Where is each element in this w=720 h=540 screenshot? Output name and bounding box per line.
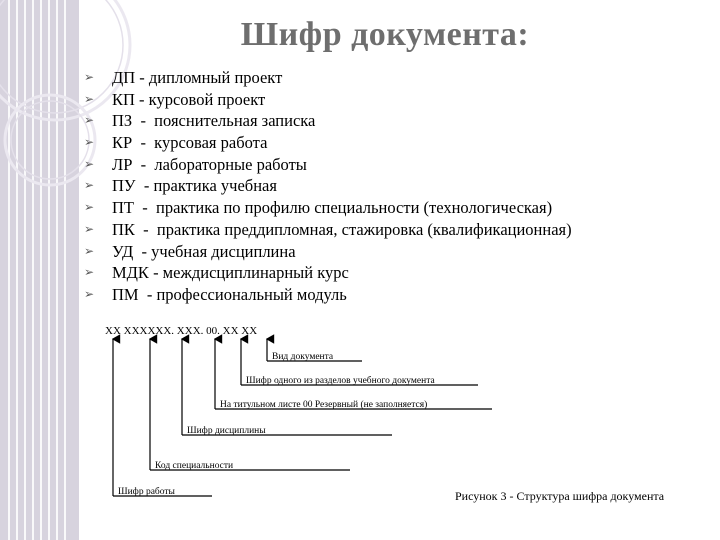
diagram-labels: [118, 352, 436, 497]
abbreviation-code: МДК: [112, 263, 149, 283]
arrowhead-bullet-icon: ➢: [84, 156, 95, 171]
diagram-label: На титульном листе 00 Резервный (не заполняется): [220, 400, 428, 410]
abbreviation-code: ДП: [112, 68, 136, 87]
abbreviation-description: - учебная дисциплина: [133, 241, 296, 261]
abbreviation-description: - пояснительная записка: [132, 111, 316, 131]
abbreviation-code: ПУ: [112, 176, 136, 196]
list-item: [84, 110, 572, 132]
abbreviation-list: [84, 67, 572, 306]
list-item: [84, 175, 572, 197]
arrowhead-bullet-icon: ➢: [84, 178, 95, 193]
abbreviation-code: КП: [112, 89, 135, 109]
list-item: [84, 197, 572, 219]
arrowhead-bullet-icon: ➢: [84, 70, 95, 84]
abbreviation-description: - практика учебная: [135, 176, 277, 196]
arrowhead-bullet-icon: ➢: [84, 243, 95, 258]
diagram-connectors: [113, 339, 492, 496]
list-item: [84, 284, 572, 306]
code-structure-diagram: [100, 322, 500, 507]
abbreviation-code: ПМ: [112, 284, 139, 304]
page-title: Шифр документа:: [240, 16, 530, 53]
arrowhead-bullet-icon: ➢: [84, 286, 95, 301]
list-item: [84, 89, 572, 111]
diagram-label: Шифр одного из разделов учебного документа: [246, 376, 435, 386]
ring-small-outer: [5, 95, 95, 185]
abbreviation-description: - дипломный проект: [135, 68, 283, 87]
abbreviation-code: ПК: [112, 219, 135, 239]
abbreviation-code: УД: [112, 241, 134, 261]
abbreviation-description: - практика преддипломная, стажировка (квалификационная): [134, 219, 572, 239]
list-item: [84, 132, 572, 154]
abbreviation-description: - профессиональный модуль: [138, 284, 347, 304]
list-item: [84, 219, 572, 241]
arrowhead-bullet-icon: ➢: [84, 91, 95, 106]
abbreviation-description: - лабораторные работы: [132, 154, 307, 174]
diagram-label: Код специальности: [155, 461, 234, 471]
diagram-label: Шифр работы: [118, 487, 175, 497]
arrowhead-bullet-icon: ➢: [84, 200, 95, 215]
list-item: [84, 241, 572, 263]
diagram-label: Вид документа: [272, 352, 334, 362]
abbreviation-description: - междисциплинарный курс: [148, 263, 349, 283]
arrowhead-bullet-icon: ➢: [84, 135, 95, 150]
abbreviation-code: КР: [112, 133, 133, 153]
abbreviation-code: ПТ: [112, 198, 134, 218]
abbreviation-description: - курсовая работа: [132, 133, 268, 153]
diagram-label: Шифр дисциплины: [187, 426, 266, 436]
list-item: [84, 262, 572, 284]
list-item: [84, 67, 572, 89]
abbreviation-code: ПЗ: [112, 111, 133, 131]
abbreviation-description: - практика по профилю специальности (технологическая): [134, 198, 553, 218]
figure-caption: Рисунок 3 - Структура шифра документа: [455, 489, 665, 503]
arrowhead-bullet-icon: ➢: [84, 265, 95, 280]
arrowhead-bullet-icon: ➢: [84, 113, 95, 128]
abbreviation-code: ЛР: [112, 154, 133, 174]
code-template: XX XXXXXX. XXX. 00. XX XX: [105, 325, 258, 337]
arrowhead-bullet-icon: ➢: [84, 221, 95, 236]
list-item: [84, 154, 572, 176]
abbreviation-description: - курсовой проект: [134, 89, 266, 109]
